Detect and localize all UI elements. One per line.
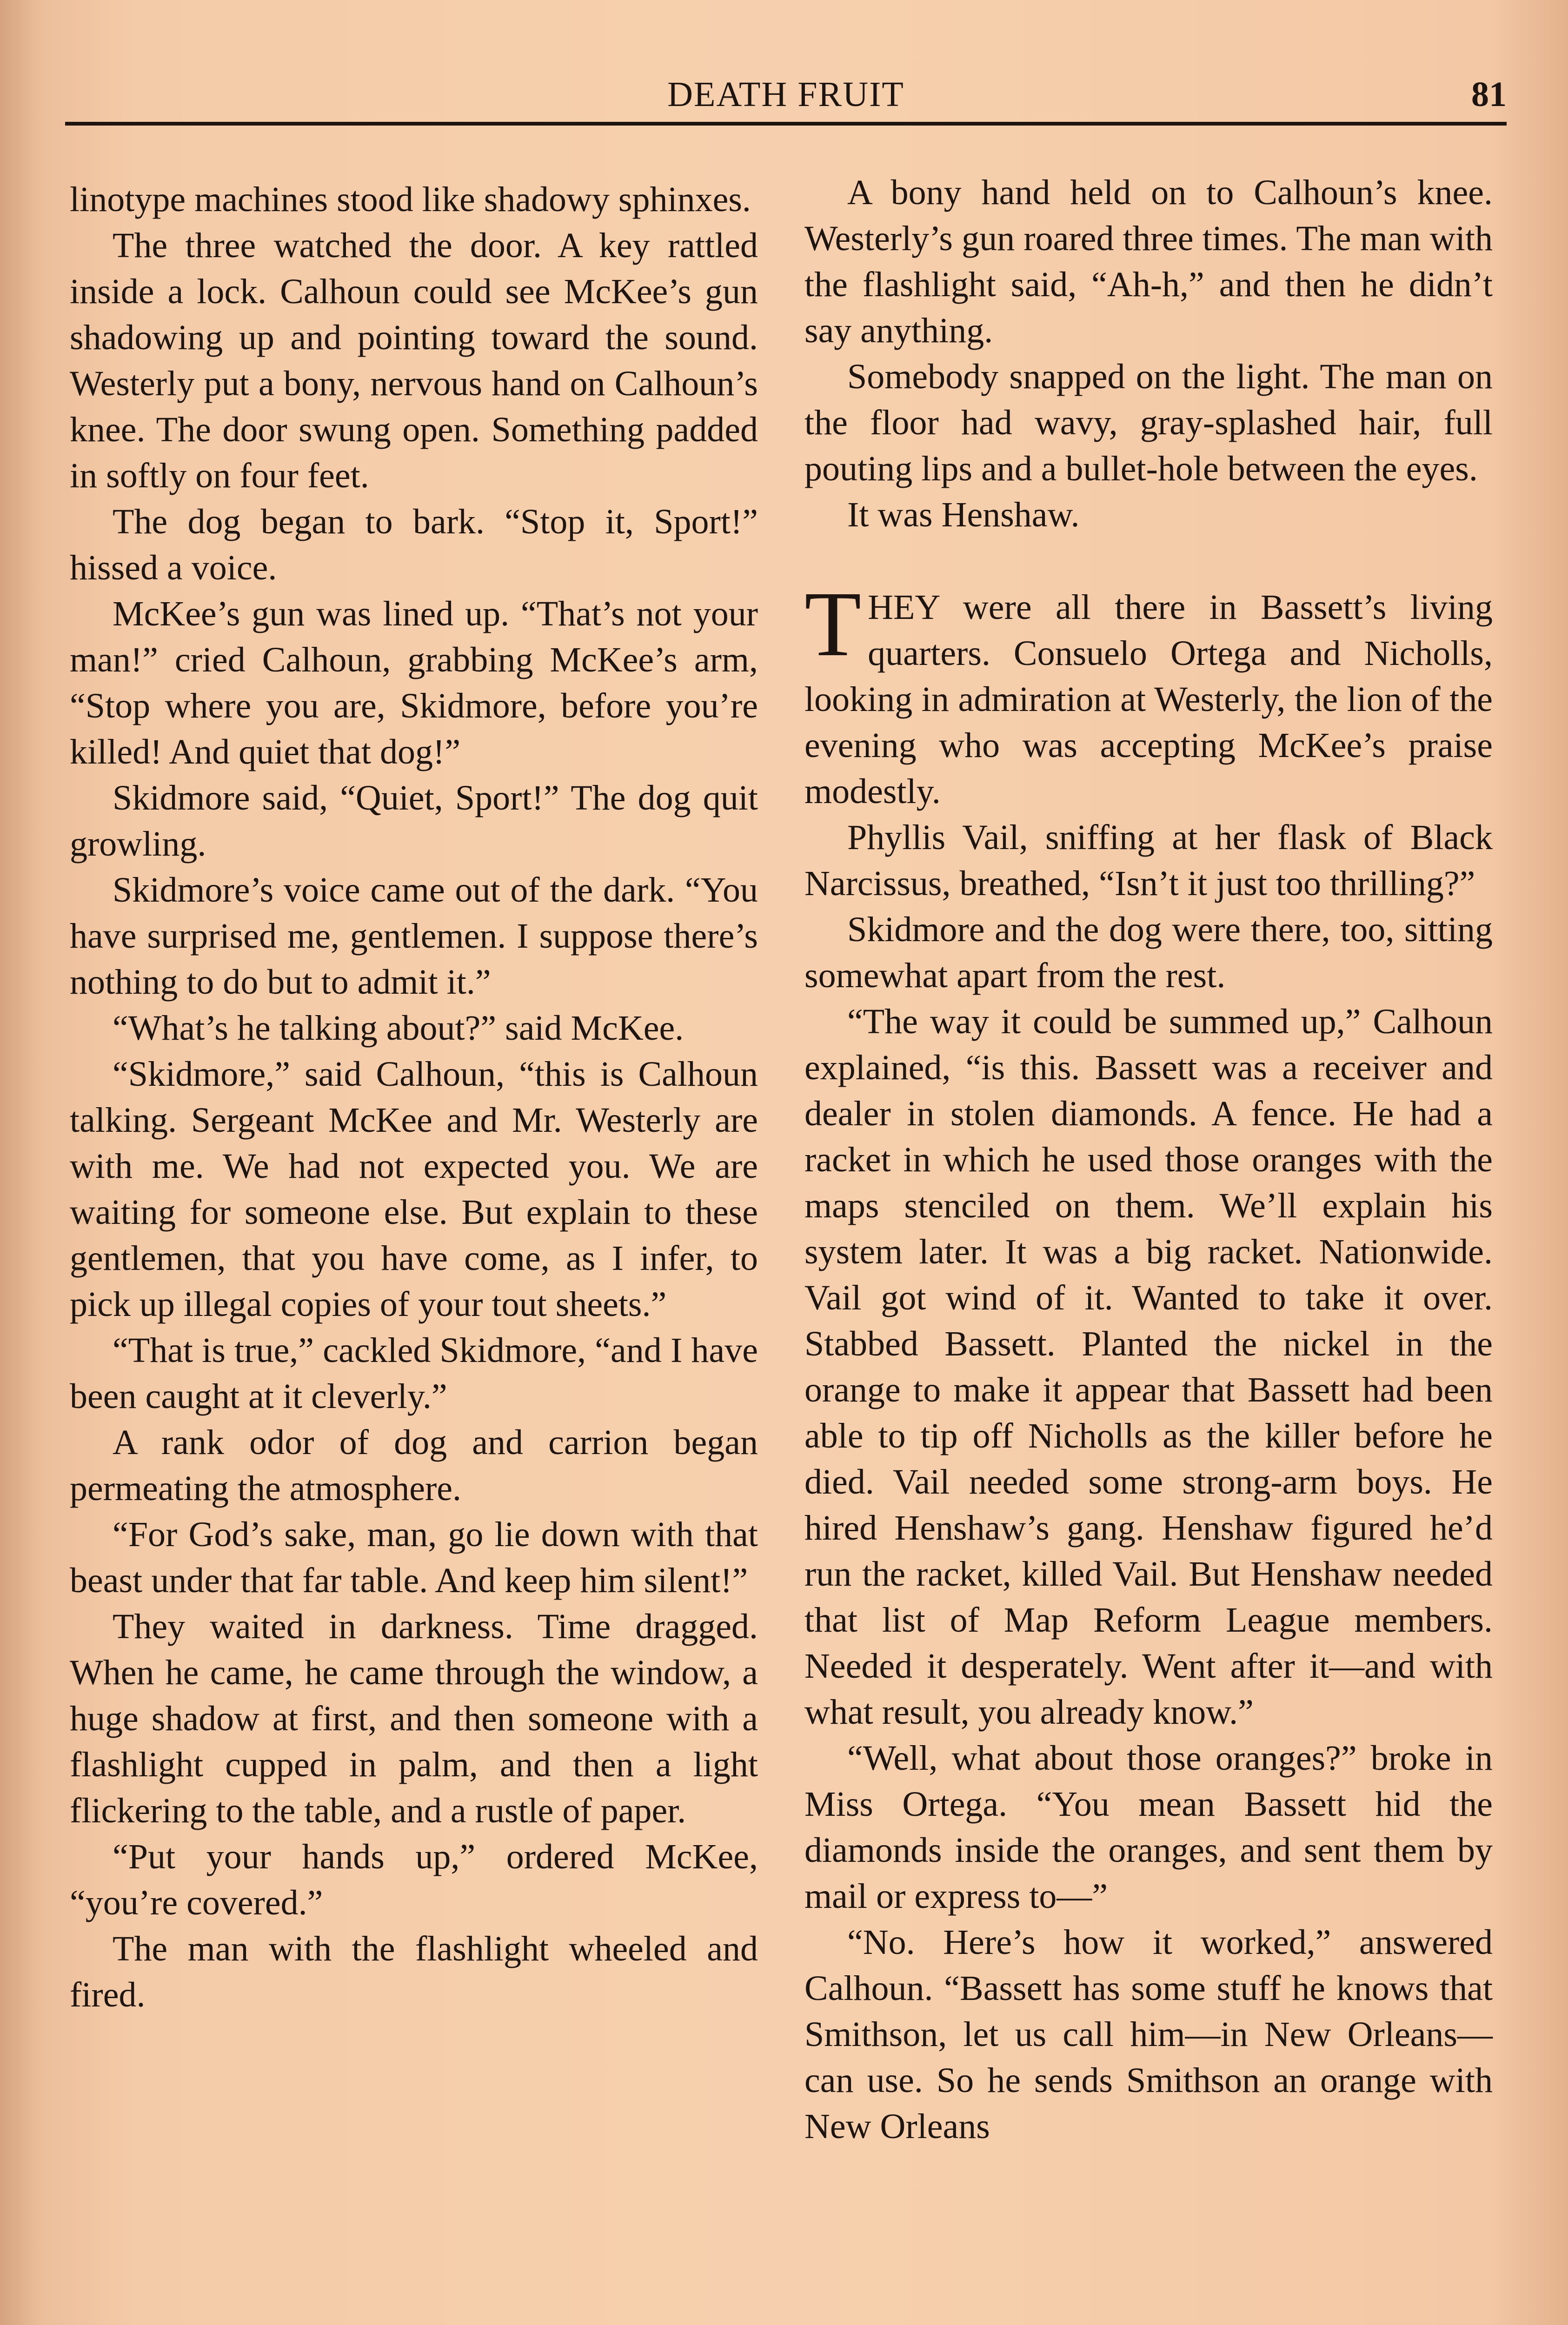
paragraph: Skidmore’s voice came out of the dark. “You have surprised me, gentlemen. I suppose there’s nothing to do but to admit it.” bbox=[70, 870, 758, 1002]
paragraph: “Well, what about those oranges?” broke in Miss Ortega. “You mean Bassett hid the diamonds inside the oranges, and sent them by mail or express to—” bbox=[804, 1739, 1493, 1916]
paragraph: A bony hand held on to Calhoun’s knee. Westerly’s gun roared three times. The man with the flashlight said, “Ah-h,” and then he didn’t say anything. bbox=[804, 173, 1493, 350]
paragraph: “The way it could be summed up,” Calhoun explained, “is this. Bassett was a receiver and dealer in stolen diamonds. A fence. He had a racket in which he used those oranges with the maps stenciled on them. We’ll explain his system later. It was a big racket. Nationwide. Vail got wind of it. Wanted to take it over. Stabbed Bassett. Planted the nickel in the orange to make it appear that Bassett had been able to tip off Nicholls as the killer before he died. Vail needed some strong-arm boys. He hired Henshaw’s gang. Henshaw figured he’d run the racket, killed Vail. But Henshaw needed that list of Map Reform League members. Needed it desperately. Went after it—and with what result, you already know.” bbox=[804, 1002, 1493, 1732]
left-column bbox=[70, 177, 758, 2018]
paragraph: “Put your hands up,” ordered McKee, “you’re covered.” bbox=[70, 1837, 758, 1922]
paragraph: “What’s he talking about?” said McKee. bbox=[113, 1009, 684, 1048]
header-rule bbox=[65, 122, 1507, 126]
paragraph: The dog began to bark. “Stop it, Sport!” hissed a voice. bbox=[70, 502, 758, 587]
running-title: DEATH FRUIT bbox=[667, 75, 904, 114]
dropcap-paragraph-text: HEY were all there in Bassett’s living quarters. Consuelo Ortega and Nicholls, looking in admiration at Westerly, the lion of the evening who was accepting McKee’s praise modestly. bbox=[804, 588, 1493, 811]
section-break bbox=[804, 538, 1493, 585]
paragraph: “No. Here’s how it worked,” answered Calhoun. “Bassett has some stuff he knows that Smithson, let us call him—in New Orleans—can use. So he sends Smithson an orange with New Orleans bbox=[804, 1923, 1493, 2146]
paragraph: It was Henshaw. bbox=[847, 495, 1080, 534]
paragraph: “Skidmore,” said Calhoun, “this is Calhoun talking. Sergeant McKee and Mr. Westerly are with me. We had not expected you. We are waiting for someone else. But explain to these gentlemen, that you have come, as I infer, to pick up illegal copies of your tout sheets.” bbox=[70, 1055, 758, 1324]
paragraph: Somebody snapped on the light. The man on the floor had wavy, gray-splashed hair, full pouting lips and a bullet-hole between the eyes. bbox=[804, 357, 1493, 488]
paragraph: A rank odor of dog and carrion began permeating the atmosphere. bbox=[70, 1423, 758, 1508]
paragraph: The man with the flashlight wheeled and fired. bbox=[70, 1929, 758, 2014]
paragraph: Skidmore and the dog were there, too, sitting somewhat apart from the rest. bbox=[804, 910, 1493, 995]
paragraph: They waited in darkness. Time dragged. When he came, he came through the window, a huge shadow at first, and then someone with a flashlight cupped in palm, and then a light flickering to the table, and a rustle of paper. bbox=[70, 1607, 758, 1830]
paragraph: Skidmore said, “Quiet, Sport!” The dog quit growling. bbox=[70, 778, 758, 864]
paragraph: “That is true,” cackled Skidmore, “and I have been caught at it cleverly.” bbox=[70, 1331, 758, 1416]
page-number: 81 bbox=[1471, 75, 1507, 114]
paragraph: Phyllis Vail, sniffing at her flask of Black Narcissus, breathed, “Isn’t it just too thrilling?” bbox=[804, 818, 1493, 903]
paragraph: The three watched the door. A key rattled inside a lock. Calhoun could see McKee’s gun shadowing up and pointing toward the sound. Westerly put a bony, nervous hand on Calhoun’s knee. The door swung open. Something padded in softly on four feet. bbox=[70, 226, 758, 495]
page-header bbox=[65, 70, 1507, 121]
paragraph: “For God’s sake, man, go lie down with that beast under that far table. And keep him silent!” bbox=[70, 1515, 758, 1600]
paragraph: McKee’s gun was lined up. “That’s not your man!” cried Calhoun, grabbing McKee’s arm, “Stop where you are, Skidmore, before you’re killed! And quiet that dog!” bbox=[70, 594, 758, 771]
dropcap-paragraph bbox=[804, 573, 1493, 815]
right-column bbox=[804, 170, 1493, 2150]
paragraph: linotype machines stood like shadowy sphinxes. bbox=[70, 180, 751, 219]
drop-cap: T bbox=[804, 573, 862, 676]
